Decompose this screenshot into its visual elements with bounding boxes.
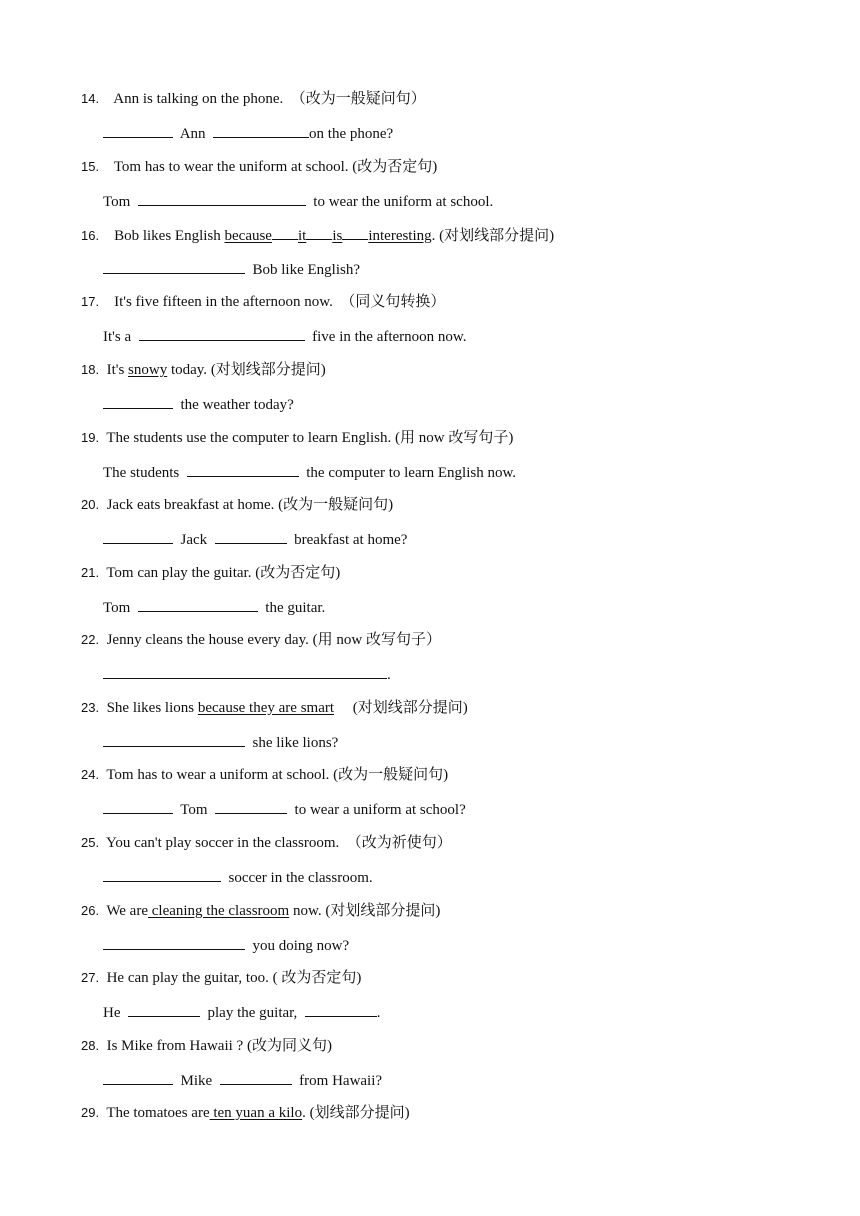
question-instruction: （改为祈使句） [346, 835, 452, 851]
answer-blank[interactable] [103, 731, 245, 747]
answer-blank[interactable] [138, 596, 258, 612]
question-number: 24. [81, 767, 100, 782]
answer-line-19 [103, 461, 516, 483]
underline-gap [342, 224, 368, 240]
answer-blank[interactable] [103, 934, 245, 950]
question-sentence-end: now. [289, 903, 322, 919]
question-29 [81, 1102, 410, 1124]
answer-line-24 [103, 798, 466, 820]
question-number: 26. [81, 903, 100, 918]
question-number: 16. [81, 228, 100, 243]
answer-blank[interactable] [187, 461, 299, 477]
question-sentence-end: . [302, 1105, 306, 1121]
question-instruction: (对划线部分提问) [352, 700, 468, 716]
answer-blank[interactable] [103, 798, 173, 814]
question-24 [81, 764, 448, 786]
underlined-word: interesting [368, 228, 432, 244]
question-sentence: He can play the guitar, too. [106, 970, 269, 986]
question-sentence: Jack eats breakfast at home. [106, 497, 275, 513]
underline-gap [272, 224, 298, 240]
question-number: 29. [81, 1105, 100, 1120]
answer-text: The students [103, 465, 180, 481]
question-sentence: We are [106, 903, 148, 919]
answer-blank[interactable] [103, 122, 173, 138]
answer-line-26 [103, 934, 349, 956]
underlined-word: snowy [128, 362, 168, 378]
question-number: 17. [81, 294, 100, 309]
answer-line-28 [103, 1069, 382, 1091]
question-17 [81, 291, 445, 313]
answer-line-17 [103, 325, 467, 347]
question-number: 19. [81, 430, 100, 445]
question-21 [81, 562, 340, 584]
question-27 [81, 967, 361, 989]
answer-blank[interactable] [220, 1069, 292, 1085]
answer-blank[interactable] [215, 528, 287, 544]
underlined-word: is [332, 228, 343, 244]
question-number: 22. [81, 632, 100, 647]
question-23 [81, 697, 468, 719]
underlined-word: because [224, 228, 272, 244]
question-15 [81, 156, 437, 178]
answer-blank[interactable] [138, 190, 306, 206]
question-number: 18. [81, 362, 100, 377]
answer-text: five in the afternoon now. [312, 329, 467, 345]
question-instruction: (对划线部分提问) [325, 903, 441, 919]
answer-blank[interactable] [103, 663, 387, 679]
answer-text: He [103, 1005, 121, 1021]
answer-line-22 [103, 663, 391, 685]
question-sentence: Is Mike from Hawaii ? [106, 1038, 244, 1054]
underlined-word: cleaning the classroom [148, 903, 290, 919]
question-instruction: （改为一般疑问句） [290, 91, 426, 107]
answer-line-15 [103, 190, 493, 212]
question-sentence-end: . [431, 228, 436, 244]
question-sentence: Ann is talking on the phone. [113, 91, 284, 107]
question-instruction: （同义句转换） [340, 294, 446, 310]
answer-blank[interactable] [139, 325, 305, 341]
question-sentence: She likes lions [106, 700, 198, 716]
question-sentence-end: today. [167, 362, 208, 378]
question-instruction: (改为一般疑问句) [333, 767, 449, 783]
question-number: 20. [81, 497, 100, 512]
question-28 [81, 1035, 332, 1057]
answer-text: . [376, 1005, 381, 1021]
underlined-word: because they are smart [197, 700, 335, 716]
question-sentence: Jenny cleans the house every day. [106, 632, 309, 648]
question-instruction: (用 now 改写句子) [395, 430, 514, 446]
question-sentence: It's five fifteen in the afternoon now. [114, 294, 333, 310]
answer-blank[interactable] [128, 1001, 200, 1017]
answer-line-18 [103, 393, 294, 415]
answer-text: on the phone? [309, 126, 394, 142]
underline-gap [306, 224, 332, 240]
answer-text: play the guitar, [207, 1005, 298, 1021]
answer-blank[interactable] [103, 866, 221, 882]
answer-text: from Hawaii? [299, 1073, 383, 1089]
question-sentence: Tom has to wear the uniform at school. [113, 159, 349, 175]
answer-blank[interactable] [213, 122, 309, 138]
question-sentence: It's [106, 362, 129, 378]
answer-blank[interactable] [103, 258, 245, 274]
answer-blank[interactable] [305, 1001, 377, 1017]
question-instruction: ( 改为否定句) [272, 970, 362, 986]
answer-line-27 [103, 1001, 381, 1023]
question-20 [81, 494, 393, 516]
question-instruction: (改为同义句) [246, 1038, 332, 1054]
question-22 [81, 629, 441, 651]
answer-text: soccer in the classroom. [228, 870, 373, 886]
question-instruction: (对划线部分提问) [439, 228, 555, 244]
answer-blank[interactable] [103, 1069, 173, 1085]
question-sentence: The students use the computer to learn English. [106, 430, 392, 446]
answer-text: breakfast at home? [294, 532, 408, 548]
question-25 [81, 832, 452, 854]
answer-text: . [387, 667, 391, 683]
underlined-word: ten yuan a kilo [209, 1105, 303, 1121]
question-16 [81, 224, 554, 246]
answer-text: to wear a uniform at school? [294, 802, 466, 818]
answer-text: the guitar. [265, 600, 326, 616]
question-19 [81, 427, 513, 449]
question-instruction: (改为否定句) [255, 565, 341, 581]
answer-text: Bob like English? [252, 262, 360, 278]
question-number: 15. [81, 159, 100, 174]
question-number: 27. [81, 970, 100, 985]
answer-text: she like lions? [252, 735, 339, 751]
question-sentence: Tom has to wear a uniform at school. [106, 767, 330, 783]
question-sentence: Bob likes English [114, 228, 225, 244]
answer-blank[interactable] [103, 528, 173, 544]
question-26 [81, 900, 440, 922]
answer-text: Tom [180, 802, 208, 818]
question-instruction: (改为一般疑问句) [278, 497, 394, 513]
answer-line-21 [103, 596, 325, 618]
question-number: 14. [81, 91, 100, 106]
question-number: 23. [81, 700, 100, 715]
answer-text: Tom [103, 600, 131, 616]
answer-line-16 [103, 258, 360, 280]
answer-blank[interactable] [215, 798, 287, 814]
question-number: 21. [81, 565, 100, 580]
answer-text: you doing now? [252, 938, 350, 954]
answer-text: Jack [180, 532, 208, 548]
question-sentence: The tomatoes are [106, 1105, 210, 1121]
answer-line-23 [103, 731, 338, 753]
answer-text: Mike [180, 1073, 213, 1089]
answer-line-20 [103, 528, 407, 550]
answer-line-14 [103, 122, 393, 144]
answer-line-25 [103, 866, 373, 888]
question-instruction: (改为否定句) [352, 159, 438, 175]
question-instruction: (划线部分提问) [309, 1105, 410, 1121]
question-number: 28. [81, 1038, 100, 1053]
answer-text: It's a [103, 329, 132, 345]
answer-text: Tom [103, 194, 131, 210]
question-instruction: (对划线部分提问) [210, 362, 326, 378]
question-instruction: (用 now 改写句子） [312, 632, 441, 648]
question-14 [81, 88, 426, 110]
answer-text: the computer to learn English now. [306, 465, 517, 481]
question-sentence: You can't play soccer in the classroom. [106, 835, 340, 851]
underlined-word: it [297, 228, 307, 244]
answer-text: the weather today? [180, 397, 294, 413]
answer-text: to wear the uniform at school. [313, 194, 494, 210]
question-sentence: Tom can play the guitar. [106, 565, 252, 581]
question-number: 25. [81, 835, 100, 850]
answer-blank[interactable] [103, 393, 173, 409]
answer-text: Ann [179, 126, 206, 142]
question-18 [81, 359, 326, 381]
